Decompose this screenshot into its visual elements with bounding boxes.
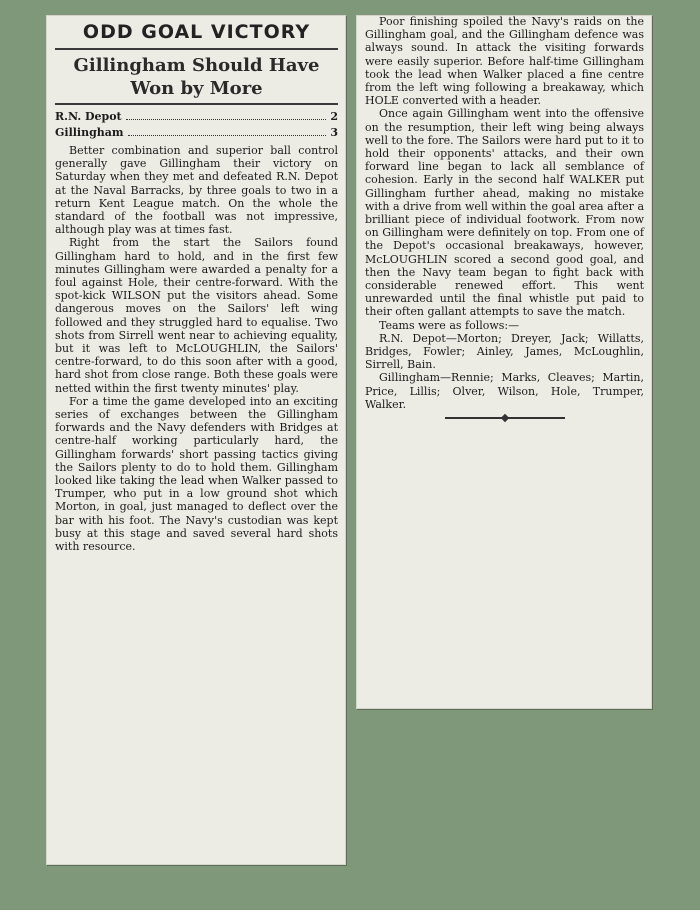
article-paragraph: Once again Gillingham went into the offensive on the resumption, their left wing being always well to the fore. The Sailors were hard put to it to hold their opponents' attacks, and their own forward line began to lack all semblance of cohesion. Early in the second half WALKER put Gillingham further ahead, making no mistake with a drive from well within the goal area after a brilliant piece of individual footwork. From now on Gillingham were definitely on top. From one of the Depot's occasional breakaways, however, McLOUGHLIN scored a second good goal, and then the Navy team began to fight back with considerable renewed effort. This went unrewarded until the final whistle put paid to their often gallant attempts to save the match. xyxy=(365,107,644,319)
score-team: Gillingham xyxy=(55,126,124,139)
article-column-left xyxy=(46,15,346,865)
article-column-right xyxy=(356,15,652,709)
score-goals: 2 xyxy=(330,110,338,123)
teams-intro: Teams were as follows:— xyxy=(379,318,520,332)
article-paragraph: For a time the game developed into an exciting series of exchanges between the Gillingham forwards and the Navy defenders with Bridges at centre-half working particularly hard, the Gillingham forwards' short passing tactics giving the Sailors plenty to do to hold them. Gillingham looked like taking the lead when Walker passed to Trumper, who put in a low ground shot which Morton, in goal, just managed to deflect over the bar with his foot. The Navy's custodian was kept busy at this stage and saved several hard shots with resource. xyxy=(55,394,338,554)
score-leader-dots xyxy=(128,135,327,136)
article-paragraph: Poor finishing spoiled the Navy's raids on the Gillingham goal, and the Gillingham defence was always sound. In attack the visiting forwards were easily superior. Before half-time Gillingham took the lead when Walker placed a fine centre from the left wing following a breakaway, which HOLE converted with a header. xyxy=(365,15,644,108)
team-lineup: Gillingham—Rennie; Marks, Cleaves; Martin, Price, Lillis; Olver, Wilson, Hole, Trumper, Walker. xyxy=(365,371,644,411)
article-paragraph: Better combination and superior ball control generally gave Gillingham their victory on Saturday when they met and defeated R.N. Depot at the Naval Barracks, by three goals to two in a return Kent League match. On the whole the standard of the football was not impressive, although play was at times fast. xyxy=(55,144,338,237)
score-line xyxy=(55,125,338,141)
score-team: R.N. Depot xyxy=(55,110,122,123)
score-leader-dots xyxy=(126,119,327,120)
headline: ODD GOAL VICTORY xyxy=(82,21,311,43)
subheadline-rule xyxy=(55,103,338,105)
team-lineup: R.N. Depot—Morton; Dreyer, Jack; Willatts, Bridges, Fowler; Ainley, James, McLoughlin, Sirrell, Bain. xyxy=(365,331,644,372)
subheadline: Gillingham Should Have Won by More xyxy=(73,55,320,99)
score-goals: 3 xyxy=(330,126,338,139)
article-paragraph: Right from the start the Sailors found Gillingham hard to hold, and in the first few minutes Gillingham were awarded a penalty for a foul against Hole, their centre-forward. With the spot-kick WILSON put the visitors ahead. Some dangerous moves on the Sailors' left wing followed and they struggled hard to equalise. Two shots from Sirrell went near to achieving equality, but it was left to McLOUGHLIN, the Sailors' centre-forward, to do this soon after with a good, hard shot from close range. Both these goals were netted within the first twenty minutes' play. xyxy=(55,236,338,395)
end-rule xyxy=(445,417,565,419)
score-line xyxy=(55,109,338,125)
headline-rule xyxy=(55,48,338,50)
